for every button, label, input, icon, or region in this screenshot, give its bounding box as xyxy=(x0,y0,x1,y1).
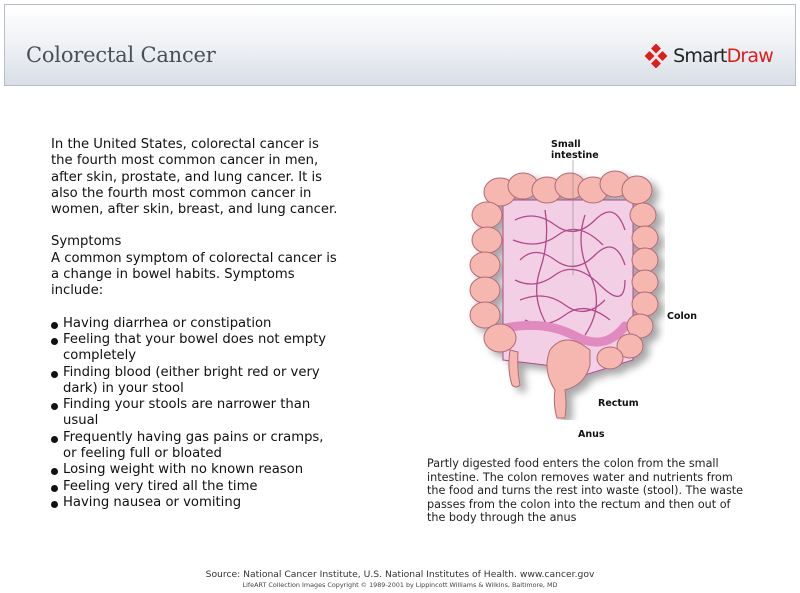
intro-paragraph: In the United States, colorectal cancer is the fourth most common cancer in men, after skin, prostate, and lung cancer. It is also the fourth most common cancer in women, after skin, breast, and lung cancer. xyxy=(51,137,338,218)
symptom-list xyxy=(51,316,341,512)
list-item: Finding your stools are narrower than usual xyxy=(51,397,341,430)
label-rectum: Rectum xyxy=(598,398,639,409)
smartdraw-logo xyxy=(644,43,773,69)
symptoms-description: A common symptom of colorectal cancer is a change in bowel habits. Symptoms include: xyxy=(51,250,337,299)
list-item: Feeling that your bowel does not empty completely xyxy=(51,332,341,365)
list-item: Having nausea or vomiting xyxy=(51,495,341,511)
colon-anatomy-illustration xyxy=(465,160,665,420)
logo-text-draw: Draw xyxy=(726,45,773,67)
list-item: Feeling very tired all the time xyxy=(51,479,341,495)
label-small-intestine: Small intestine xyxy=(551,139,599,161)
symptoms-heading: Symptoms xyxy=(51,234,122,250)
list-item: Finding blood (either bright red or very dark) in your stool xyxy=(51,365,341,398)
footer-source: Source: National Cancer Institute, U.S. National Institutes of Health. www.cancer.gov xyxy=(205,569,595,580)
label-colon: Colon xyxy=(667,311,698,322)
logo-text-smart: Smart xyxy=(673,45,727,67)
header-banner xyxy=(4,4,796,86)
label-anus: Anus xyxy=(578,429,605,440)
list-item: Losing weight with no known reason xyxy=(51,462,341,478)
smartdraw-diamond-icon xyxy=(644,44,668,68)
left-text-column xyxy=(51,137,341,511)
illustration-caption: Partly digested food enters the colon from the small intestine. The colon removes water and nutrients from the food and turns the rest into waste (stool). The waste passes from the colon into the rectum and then out of the body through the anus xyxy=(427,457,744,525)
footer-copyright: LifeART Collection Images Copyright © 1989-2001 by Lippincott Williams & Wilkins, Baltimore, MD xyxy=(242,581,558,589)
page-title: Colorectal Cancer xyxy=(26,43,216,67)
list-item: Frequently having gas pains or cramps, or feeling full or bloated xyxy=(51,430,341,463)
list-item: Having diarrhea or constipation xyxy=(51,316,341,332)
